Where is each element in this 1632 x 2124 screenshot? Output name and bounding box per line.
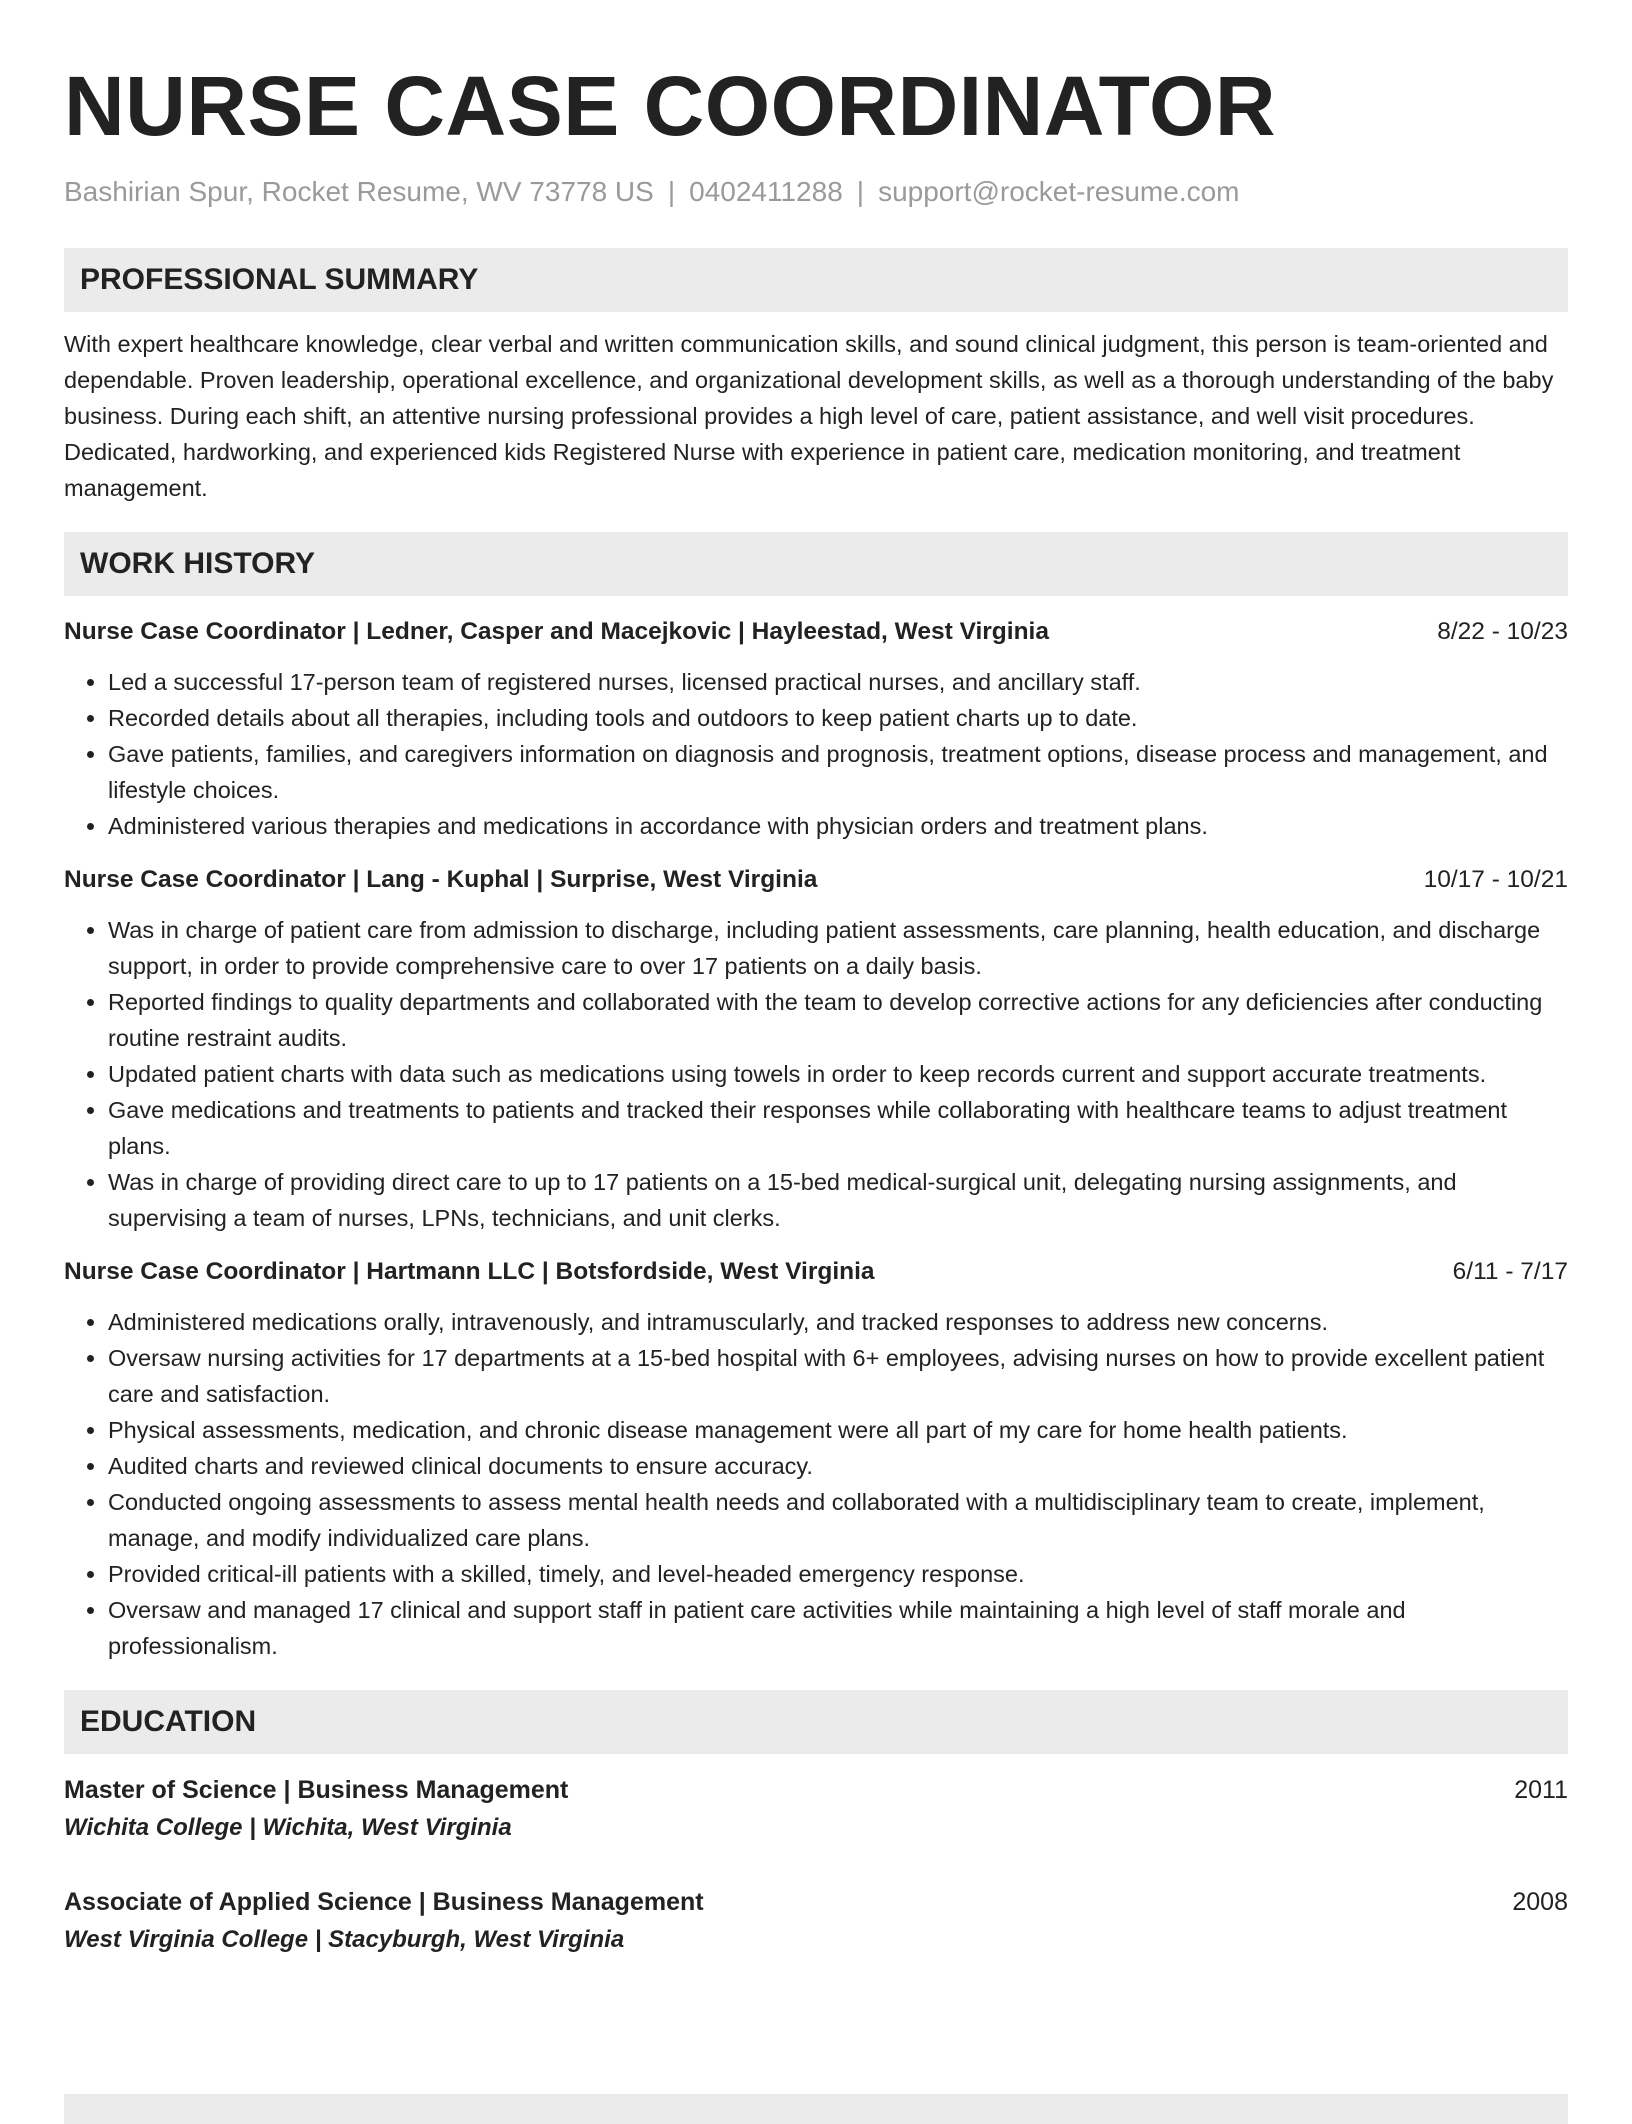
job-bullet: • Led a successful 17-person team of registered nurses, licensed practical nurses, and ancillary staff. — [108, 664, 1568, 700]
education-header — [64, 1884, 1568, 1920]
job-bullet: • Updated patient charts with data such as medications using towels in order to keep records current and support accurate treatments. — [108, 1056, 1568, 1092]
education-year: 2011 — [1514, 1776, 1568, 1804]
resume-content — [64, 58, 1568, 1958]
job-header — [64, 614, 1568, 650]
education-school: Wichita College | Wichita, West Virginia — [64, 1814, 512, 1841]
job-entry — [64, 1254, 1568, 1664]
job-bullet-list — [64, 912, 1568, 1236]
job-bullet: • Oversaw and managed 17 clinical and support staff in patient care activities while maintaining a high level of staff morale and professionalism. — [108, 1592, 1568, 1664]
job-title: Nurse Case Coordinator | Hartmann LLC | Botsfordside, West Virginia — [64, 1258, 875, 1285]
education-degree: Associate of Applied Science | Business Management — [64, 1888, 704, 1916]
job-bullet: • Recorded details about all therapies, including tools and outdoors to keep patient charts up to date. — [108, 700, 1568, 736]
contact-email: support@rocket-resume.com — [878, 176, 1240, 207]
job-bullet: • Gave patients, families, and caregivers information on diagnosis and prognosis, treatment options, disease process and management, and lifestyle choices. — [108, 736, 1568, 808]
job-bullet: • Physical assessments, medication, and chronic disease management were all part of my care for home health patients. — [108, 1412, 1568, 1448]
job-bullet: • Audited charts and reviewed clinical documents to ensure accuracy. — [108, 1448, 1568, 1484]
section-heading-education: EDUCATION — [64, 1690, 1568, 1754]
education-header — [64, 1772, 1568, 1808]
education-school: West Virginia College | Stacyburgh, West Virginia — [64, 1926, 625, 1953]
contact-phone: 0402411288 — [689, 176, 843, 207]
job-bullet-list — [64, 1304, 1568, 1664]
job-bullet: • Administered various therapies and medications in accordance with physician orders and treatment plans. — [108, 808, 1568, 844]
education-year: 2008 — [1512, 1888, 1568, 1916]
job-title: Nurse Case Coordinator | Ledner, Casper and Macejkovic | Hayleestad, West Virginia — [64, 618, 1049, 645]
contact-separator: | — [667, 176, 676, 207]
next-section-bar — [64, 2094, 1568, 2124]
summary-text: With expert healthcare knowledge, clear verbal and written communication skills, and sound clinical judgment, this person is team-oriented and dependable. Proven leadership, operational excellence, and organizational development skills, as well as a thorough understanding of the baby business. During each shift, an attentive nursing professional provides a high level of care, patient assistance, and well visit procedures. Dedicated, hardworking, and experienced kids Registered Nurse with experience in patient care, medication monitoring, and treatment management. — [64, 331, 1554, 501]
section-heading-work-history: WORK HISTORY — [64, 532, 1568, 596]
contact-line — [64, 174, 1568, 210]
job-bullet: • Was in charge of providing direct care to up to 17 patients on a 15-bed medical-surgical unit, delegating nursing assignments, and supervising a team of nurses, LPNs, technicians, and unit clerks. — [108, 1164, 1568, 1236]
job-bullet-list — [64, 664, 1568, 844]
education-degree: Master of Science | Business Management — [64, 1776, 569, 1804]
job-list — [64, 614, 1568, 1664]
job-dates: 8/22 - 10/23 — [1437, 618, 1568, 645]
job-bullet: • Oversaw nursing activities for 17 departments at a 15-bed hospital with 6+ employees, advising nurses on how to provide excellent patient care and satisfaction. — [108, 1340, 1568, 1412]
job-bullet: • Gave medications and treatments to patients and tracked their responses while collaborating with healthcare teams to adjust treatment plans. — [108, 1092, 1568, 1164]
job-entry — [64, 862, 1568, 1236]
job-bullet: • Was in charge of patient care from admission to discharge, including patient assessments, care planning, health education, and discharge support, in order to provide comprehensive care to over 17 patients on a daily basis. — [108, 912, 1568, 984]
education-list — [64, 1772, 1568, 1958]
contact-address: Bashirian Spur, Rocket Resume, WV 73778 US — [64, 176, 654, 207]
section-heading-summary: PROFESSIONAL SUMMARY — [64, 248, 1568, 312]
job-entry — [64, 614, 1568, 844]
job-dates: 10/17 - 10/21 — [1423, 866, 1568, 893]
job-header — [64, 862, 1568, 898]
education-entry — [64, 1772, 1568, 1846]
job-header — [64, 1254, 1568, 1290]
education-entry — [64, 1884, 1568, 1958]
job-bullet: • Reported findings to quality departments and collaborated with the team to develop corrective actions for any deficiencies after conducting routine restraint audits. — [108, 984, 1568, 1056]
job-bullet: • Administered medications orally, intravenously, and intramuscularly, and tracked responses to address new concerns. — [108, 1304, 1568, 1340]
job-bullet: • Conducted ongoing assessments to assess mental health needs and collaborated with a multidisciplinary team to create, implement, manage, and modify individualized care plans. — [108, 1484, 1568, 1556]
job-bullet: • Provided critical-ill patients with a skilled, timely, and level-headed emergency response. — [108, 1556, 1568, 1592]
job-title: Nurse Case Coordinator | Lang - Kuphal | Surprise, West Virginia — [64, 866, 818, 893]
contact-separator: | — [856, 176, 865, 207]
resume-name: NURSE CASE COORDINATOR — [64, 59, 1276, 153]
job-dates: 6/11 - 7/17 — [1452, 1258, 1568, 1285]
